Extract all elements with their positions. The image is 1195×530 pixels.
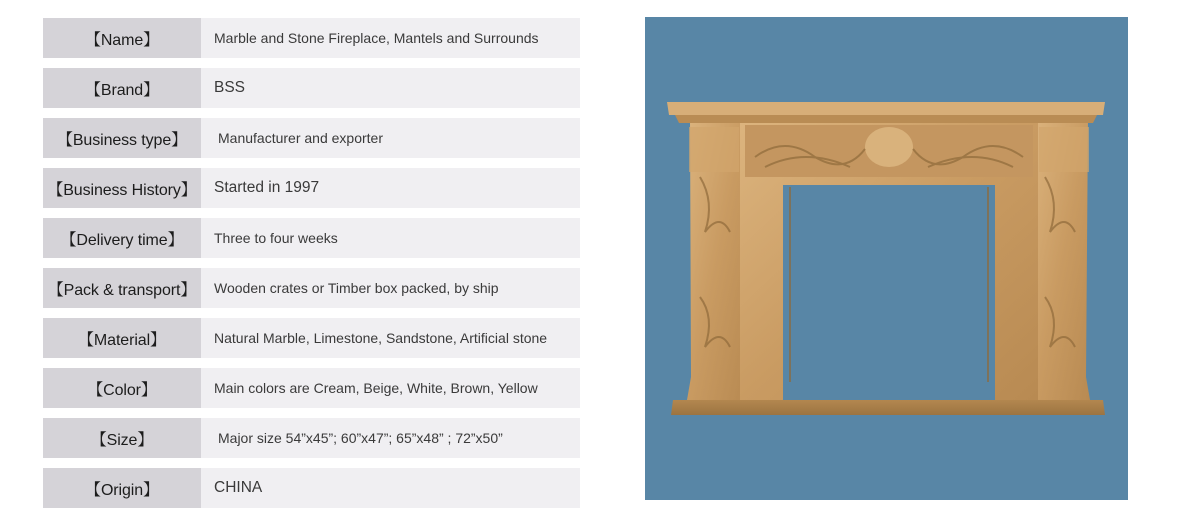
fireplace-opening — [783, 185, 995, 388]
spec-label: 【Color】 — [43, 368, 201, 408]
product-image — [645, 17, 1128, 500]
spec-row-delivery-time — [43, 218, 580, 258]
spec-row-brand — [43, 68, 580, 108]
spec-row-name — [43, 18, 580, 58]
spec-label: 【Material】 — [43, 318, 201, 358]
spec-value: Started in 1997 — [201, 168, 580, 208]
spec-row-business-history — [43, 168, 580, 208]
spec-label: 【Delivery time】 — [43, 218, 201, 258]
spec-row-material — [43, 318, 580, 358]
spec-label: 【Business type】 — [43, 118, 201, 158]
hearth — [671, 400, 1105, 415]
spec-value: Wooden crates or Timber box packed, by ship — [201, 268, 580, 308]
spec-value: Major size 54”x45”; 60”x47”; 65”x48” ; 72”x50” — [201, 418, 580, 458]
spec-row-size — [43, 418, 580, 458]
spec-row-business-type — [43, 118, 580, 158]
spec-row-color — [43, 368, 580, 408]
spec-value: Manufacturer and exporter — [201, 118, 580, 158]
spec-table — [43, 18, 580, 518]
spec-label: 【Brand】 — [43, 68, 201, 108]
spec-value: BSS — [201, 68, 580, 108]
spec-label: 【Name】 — [43, 18, 201, 58]
spec-row-origin — [43, 468, 580, 508]
spec-label: 【Size】 — [43, 418, 201, 458]
fireplace-illustration — [645, 17, 1128, 500]
spec-label: 【Pack & transport】 — [43, 268, 201, 308]
spec-value: Main colors are Cream, Beige, White, Brown, Yellow — [201, 368, 580, 408]
spec-value: Marble and Stone Fireplace, Mantels and Surrounds — [201, 18, 580, 58]
mantel-shelf — [667, 102, 1105, 115]
spec-value: Three to four weeks — [201, 218, 580, 258]
spec-value: Natural Marble, Limestone, Sandstone, Artificial stone — [201, 318, 580, 358]
spec-value: CHINA — [201, 468, 580, 508]
spec-label: 【Business History】 — [43, 168, 201, 208]
spec-label: 【Origin】 — [43, 468, 201, 508]
spec-row-pack-transport — [43, 268, 580, 308]
